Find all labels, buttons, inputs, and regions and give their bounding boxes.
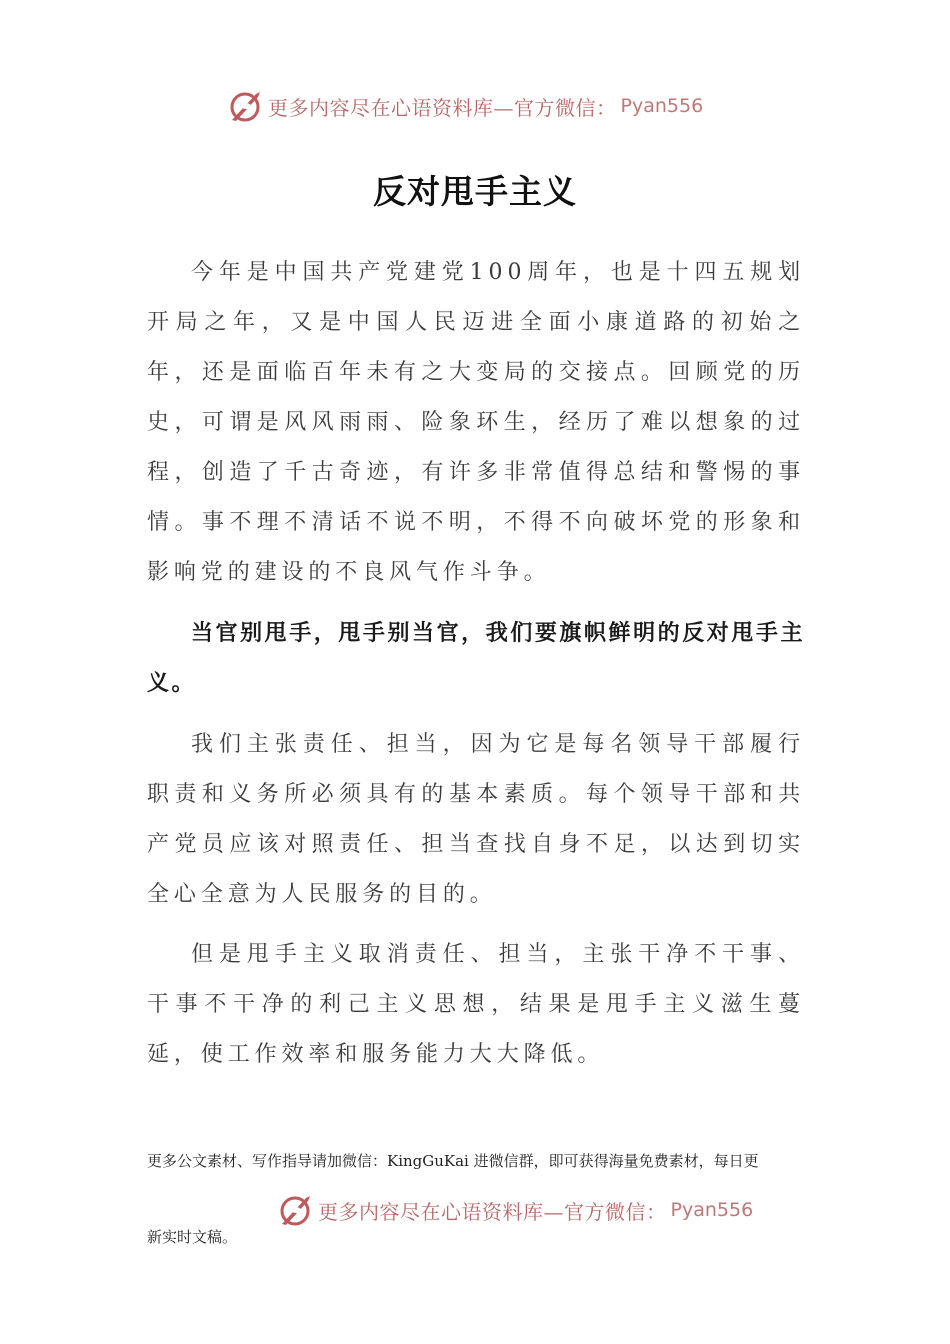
watermark-banner-top xyxy=(226,86,703,126)
paragraph-3: 我们主张责任、担当，因为它是每名领导干部履行职责和义务所必须具有的基本素质。每个领导干部和共产党员应该对照责任、担当查找自身不足，以达到切实全心全意为人民服务的目的。 xyxy=(147,732,805,907)
paragraph-1: 今年是中国共产党建党100周年，也是十四五规划开局之年，又是中国人民迈进全面小康道路的初始之年，还是面临百年未有之大变局的交接点。回顾党的历史，可谓是风风雨雨、险象环生，经历了难以想象的过程，创造了千古奇迹，有许多非常值得总结和警惕的事情。事不理不清话不说不明，不得不向破坏党的形象和影响党的建设的不良风气作斗争。 xyxy=(147,260,805,585)
document-title: 反对甩手主义 xyxy=(373,172,577,211)
watermark-wechat-id: Pyan556 xyxy=(620,95,704,117)
brush-logo-icon xyxy=(276,1190,316,1230)
watermark-banner-bottom xyxy=(276,1190,753,1230)
brush-logo-icon xyxy=(226,86,266,126)
paragraph-4: 但是甩手主义取消责任、担当，主张干净不干事、干事不干净的利己主义思想，结果是甩手主义滋生蔓延，使工作效率和服务能力大大降低。 xyxy=(147,942,805,1067)
watermark-text: 更多内容尽在心语资料库—官方微信： xyxy=(268,95,617,120)
watermark-text: 更多内容尽在心语资料库—官方微信： xyxy=(318,1199,667,1224)
watermark-wechat-id: Pyan556 xyxy=(670,1199,754,1221)
paragraph-2-bold: 当官别甩手，甩手别当官，我们要旗帜鲜明的反对甩手主义。 xyxy=(147,621,805,696)
footer-line-1: 更多公文素材、写作指导请加微信：KingGuKai 进微信群，即可获得海量免费素材，每日更 xyxy=(147,1152,759,1170)
footer-line-2: 新实时文稿。 xyxy=(147,1228,238,1246)
